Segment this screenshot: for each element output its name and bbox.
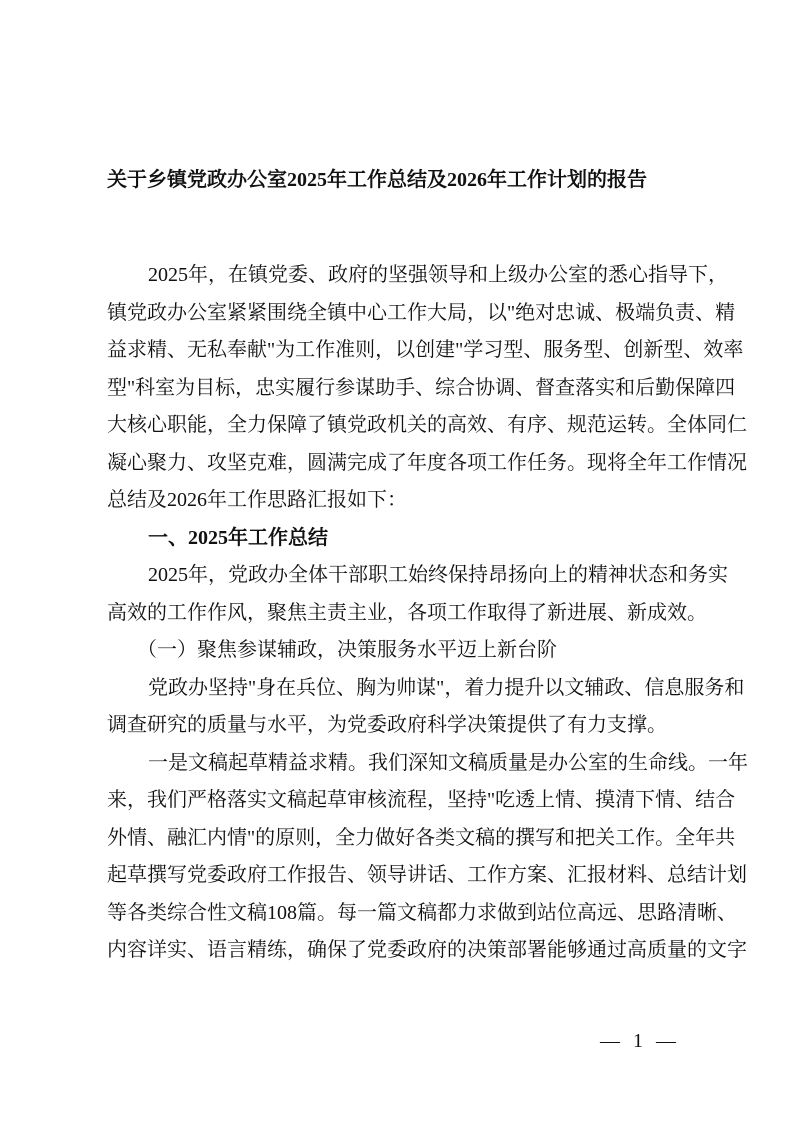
paragraph — [107, 670, 745, 745]
text-line: 凝心聚力、攻坚克难，圆满完成了年度各项工作任务。现将全年工作情况 — [107, 451, 747, 474]
text-line: 一、2025年工作总结 — [148, 526, 328, 549]
text-line: 镇党政办公室紧紧围绕全镇中心工作大局，以"绝对忠诚、极端负责、精 — [107, 301, 736, 324]
section-heading — [107, 520, 693, 558]
text-line: 总结及2026年工作思路汇报如下： — [107, 489, 407, 511]
paragraph — [107, 745, 748, 970]
text-line: 2025年，在镇党委、政府的坚强领导和上级办公室的悉心指导下， — [148, 264, 728, 286]
text-line: （一）聚焦参谋辅政，决策服务水平迈上新台阶 — [137, 639, 557, 661]
text-line: 党政办坚持"身在兵位、胸为帅谋"，着力提升以文辅政、信息服务和 — [148, 676, 745, 699]
text-line: 型"科室为目标，忠实履行参谋助手、综合协调、督查落实和后勤保障四 — [107, 376, 736, 399]
text-line: 益求精、无私奉献"为工作准则，以创建"学习型、服务型、创新型、效率 — [107, 339, 744, 361]
text-line: 2025年，党政办全体干部职工始终保持昂扬向上的精神状态和务实 — [148, 564, 728, 586]
text-line: 高效的工作作风，聚焦主责主业，各项工作取得了新进展、新成效。 — [107, 601, 707, 624]
text-line: 一是文稿起草精益求精。我们深知文稿质量是办公室的生命线。一年 — [148, 751, 748, 774]
text-line: 等各类综合性文稿108篇。每一篇文稿都力求做到站位高远、思路清晰、 — [107, 901, 737, 924]
text-line: 来，我们严格落实文稿起草审核流程，坚持"吃透上情、摸清下情、结合 — [107, 789, 736, 811]
paragraph — [107, 257, 747, 520]
text-line: 起草撰写党委政府工作报告、领导讲话、工作方案、汇报材料、总结计划 — [107, 864, 747, 886]
text-line: 外情、融汇内情"的原则，全力做好各类文稿的撰写和把关工作。全年共 — [107, 826, 736, 849]
text-line: 内容详实、语言精练，确保了党委政府的决策部署能够通过高质量的文字 — [107, 939, 747, 961]
subsection-heading — [107, 632, 693, 670]
paragraph — [107, 557, 728, 632]
text-line: 大核心职能，全力保障了镇党政机关的高效、有序、规范运转。全体同仁 — [107, 414, 747, 436]
document-title: 关于乡镇党政办公室2025年工作总结及2026年工作计划的报告 — [107, 169, 647, 191]
document-body — [107, 257, 748, 970]
page-number: — 1 — — [600, 1030, 680, 1052]
text-line: 调查研究的质量与水平，为党委政府科学决策提供了有力支撑。 — [107, 714, 667, 736]
